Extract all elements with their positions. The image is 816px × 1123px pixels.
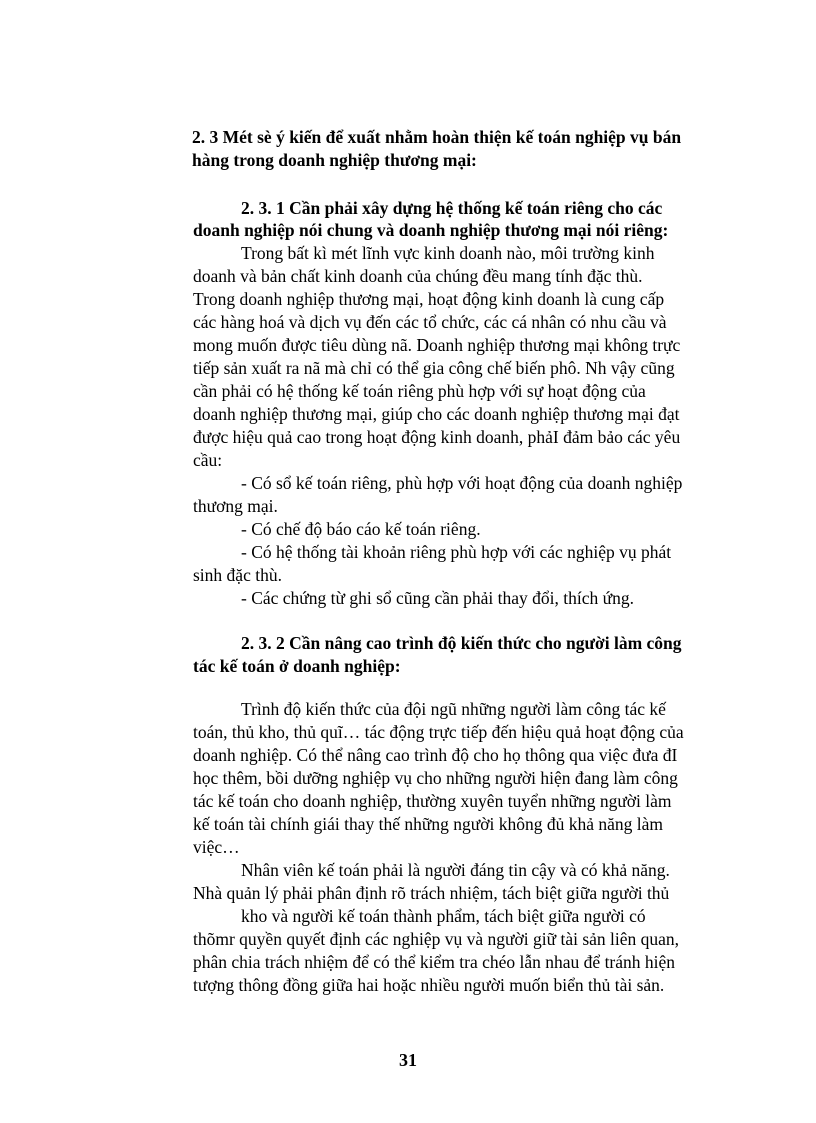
paragraph-line: Trong doanh nghiệp thương mại, hoạt động kinh doanh là cung cấp: [193, 289, 665, 309]
paragraph-line: thõmr quyền quyết định các nghiệp vụ và người giữ tài sản liên quan,: [193, 929, 680, 949]
paragraph-line: Trong bất kì mét lĩnh vực kinh doanh nào, môi trường kinh: [241, 243, 655, 263]
paragraph-line: được hiệu quả cao trong hoạt động kinh doanh, phảI đảm bảo các yêu: [193, 427, 681, 447]
section-2-3-title-line-1: 2. 3 Mét sè ý kiến để xuất nhằm hoàn thiện kế toán nghiệp vụ bán: [192, 127, 682, 147]
paragraph-line: doanh nghiệp thương mại, giúp cho các doanh nghiệp thương mại đạt: [193, 404, 680, 424]
paragraph-line: cầu:: [193, 450, 223, 470]
paragraph-line: các hàng hoá và dịch vụ đến các tổ chức, các cá nhân có nhu cầu và: [193, 312, 667, 332]
paragraph-line: doanh nghiệp. Có thể nâng cao trình độ cho họ thông qua việc đưa đI: [193, 745, 678, 765]
paragraph-line: tượng thông đồng giữa hai hoặc nhiều người muốn biển thủ tài sản.: [193, 975, 665, 995]
bullet-item: - Có sổ kế toán riêng, phù hợp với hoạt động của doanh nghiệp: [241, 473, 683, 493]
paragraph-line: doanh và bản chất kinh doanh của chúng đều mang tính đặc thù.: [193, 266, 643, 286]
section-2-3-2-title-line-2: tác kế toán ở doanh nghiệp:: [193, 656, 401, 676]
bullet-item: - Có chế độ báo cáo kế toán riêng.: [241, 519, 481, 539]
paragraph-line: kho và người kế toán thành phẩm, tách biệt giữa người có: [241, 906, 646, 926]
paragraph-line: phân chia trách nhiệm để có thể kiểm tra chéo lẫn nhau để tránh hiện: [193, 952, 676, 972]
bullet-item-continuation: thương mại.: [193, 496, 278, 516]
paragraph-line: tiếp sản xuất ra nã mà chỉ có thể gia công chế biến phô. Nh vậy cũng: [193, 358, 675, 378]
section-2-3-1-title-line-1: 2. 3. 1 Cần phải xây dựng hệ thống kế toán riêng cho các: [241, 198, 663, 218]
section-2-3-title-line-2: hàng trong doanh nghiệp thương mại:: [192, 150, 477, 170]
paragraph-line: học thêm, bồi dưỡng nghiệp vụ cho những người hiện đang làm công: [193, 768, 678, 788]
section-2-3-2-title-line-1: 2. 3. 2 Cần nâng cao trình độ kiến thức cho người làm công: [241, 633, 682, 653]
paragraph-line: tác kế toán cho doanh nghiệp, thường xuyên tuyển những người làm: [193, 791, 672, 811]
paragraph-line: kế toán tài chính giái thay thế những người không đủ khả năng làm: [193, 814, 664, 834]
paragraph-line: Trình độ kiến thức của đội ngũ những người làm công tác kế: [241, 699, 666, 719]
section-2-3-1-title-line-2: doanh nghiệp nói chung và doanh nghiệp thương mại nói riêng:: [193, 220, 669, 240]
paragraph-line: toán, thủ kho, thủ quĩ… tác động trực tiếp đến hiệu quả hoạt động của: [193, 722, 684, 742]
page-number: 31: [399, 1050, 417, 1070]
paragraph-line: cần phải có hệ thống kế toán riêng phù hợp với sự hoạt động của: [193, 381, 646, 401]
paragraph-line: Nhà quản lý phải phân định rõ trách nhiệm, tách biệt giữa người thủ: [193, 883, 670, 903]
bullet-item: - Các chứng từ ghi sổ cũng cần phải thay đổi, thích ứng.: [241, 588, 634, 608]
paragraph-line: việc…: [193, 837, 240, 857]
bullet-item-continuation: sinh đặc thù.: [193, 565, 282, 585]
paragraph-line: Nhân viên kế toán phải là người đáng tin cậy và có khả năng.: [241, 860, 670, 880]
bullet-item: - Có hệ thống tài khoản riêng phù hợp với các nghiệp vụ phát: [241, 542, 672, 562]
paragraph-line: mong muốn được tiêu dùng nã. Doanh nghiệp thương mại không trực: [193, 335, 681, 355]
